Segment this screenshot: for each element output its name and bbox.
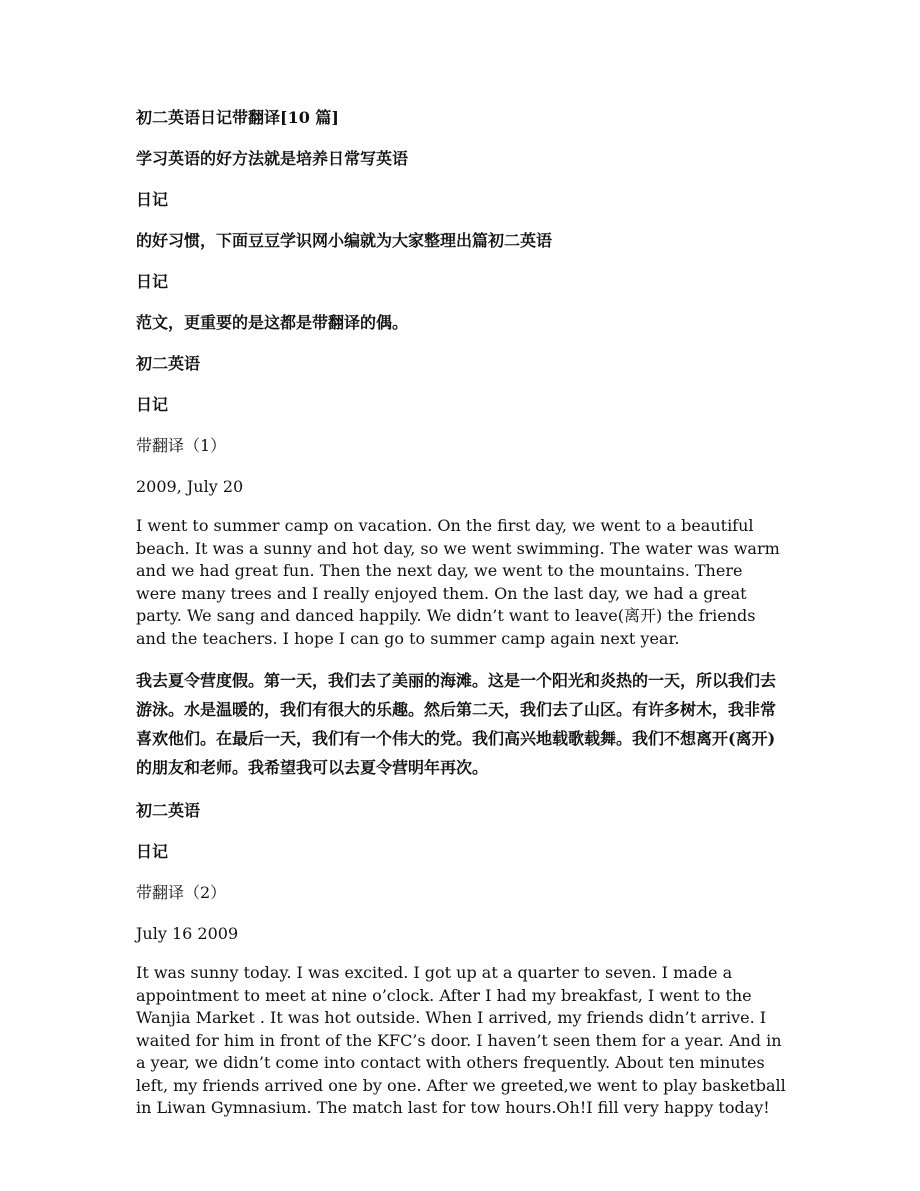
section-1-english-paragraph: I went to summer camp on vacation. On the first day, we went to a beautiful beach. It was a sunny and hot day, so we went swimming. The water was warm and we had great fun. Then the next day, we went to the mountains. There were many trees and I really enjoyed them. On the last day, we had a great party. We sang and danced happily. We didn’t want to leave(离开) the friends and the teachers. I hope I can go to summer camp again next year. (136, 516, 785, 648)
document-page (136, 105, 791, 1136)
section-2-heading-2: 日记 (136, 842, 169, 861)
section-2-heading-3: 带翻译（2） (136, 883, 227, 902)
intro-line-4: 日记 (136, 272, 169, 291)
intro-line-3: 的好习惯，下面豆豆学识网小编就为大家整理出篇初二英语 (136, 231, 553, 250)
section-2-heading-1: 初二英语 (136, 801, 201, 820)
section-2-english-paragraph: It was sunny today. I was excited. I got up at a quarter to seven. I made a appointment to meet at nine o’clock. After I had my breakfast, I went to the Wanjia Market . It was hot outside. When I arrived, my friends didn’t arrive. I waited for him in front of the KFC’s door. I haven’t seen them for a year. And in a year, we didn’t come into contact with others frequently. About ten minutes left, my friends arrived one by one. After we greeted,we went to play basketball in Liwan Gymnasium. The match last for tow hours.Oh!I fill very happy today! (136, 963, 791, 1117)
section-1-heading-3: 带翻译（1） (136, 436, 227, 455)
section-1-heading-2: 日记 (136, 395, 169, 414)
intro-line-2: 日记 (136, 190, 169, 209)
intro-line-1: 学习英语的好方法就是培养日常写英语 (136, 149, 409, 168)
section-1-heading-1: 初二英语 (136, 354, 201, 373)
section-1-chinese-paragraph: 我去夏令营度假。第一天，我们去了美丽的海滩。这是一个阳光和炎热的一天，所以我们去游泳。水是温暖的，我们有很大的乐趣。然后第二天，我们去了山区。有许多树木，我非常喜欢他们。在最后一天，我们有一个伟大的党。我们高兴地载歌载舞。我们不想离开(离开)的朋友和老师。我希望我可以去夏令营明年再次。 (136, 671, 777, 777)
section-1-date: 2009, July 20 (136, 477, 244, 496)
section-2-date: July 16 2009 (136, 924, 239, 943)
document-title: 初二英语日记带翻译[10 篇] (136, 108, 339, 127)
intro-line-5: 范文，更重要的是这都是带翻译的偶。 (136, 313, 409, 332)
